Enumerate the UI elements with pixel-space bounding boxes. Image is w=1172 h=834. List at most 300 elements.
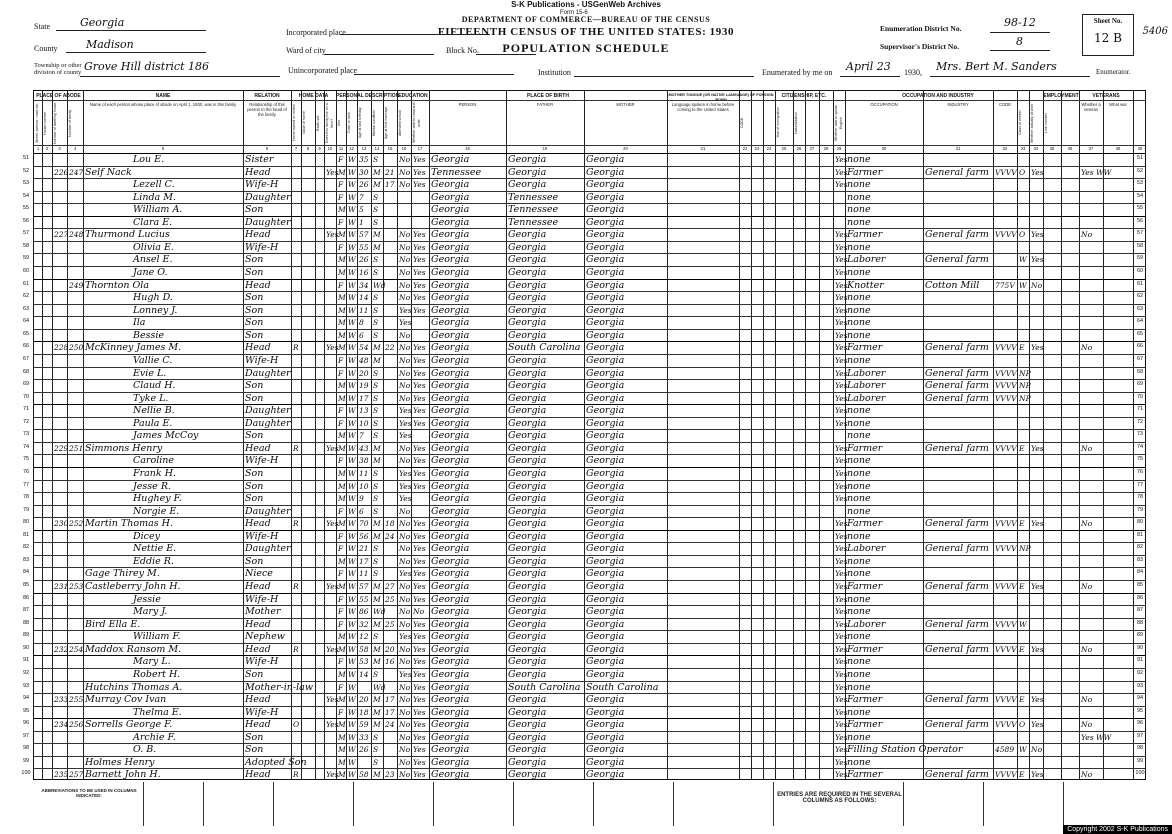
cell-mpob: Georgia [586, 631, 625, 643]
cell-ind: General farm [925, 581, 989, 593]
column-header: Attended school [398, 110, 402, 136]
column-rule [1029, 91, 1030, 779]
cell-mpob: Georgia [586, 756, 625, 768]
cell-sch: No [399, 619, 411, 629]
cell-rel: Head [245, 618, 271, 630]
column-rule [383, 91, 384, 779]
cell-work: Yes [1031, 255, 1044, 265]
cell-occ: Laborer [847, 254, 886, 266]
cell-vet: Yes WW [1081, 167, 1112, 177]
cell-code: VVVV [995, 519, 1017, 529]
cell-sex: F [338, 594, 344, 604]
cell-race: W [348, 305, 356, 315]
cell-rel: Wife-H [245, 455, 279, 467]
cell-fpob: Georgia [508, 480, 547, 492]
cell-work: Yes [1031, 230, 1044, 240]
cell-name: Nellie B. [133, 405, 175, 417]
cell-pob: Georgia [431, 618, 470, 630]
cell-name: Mary L. [133, 656, 171, 668]
column-number: 39 [1137, 146, 1143, 151]
cell-rel: Head [245, 581, 271, 593]
cell-rw: Yes [413, 544, 426, 554]
column-group-header: PLACE OF ABODE [36, 93, 81, 99]
line-number: 68 [22, 368, 30, 375]
cell-work: Yes [1031, 720, 1044, 730]
cell-eng: Yes [835, 669, 848, 679]
cell-dw: 233 [54, 695, 69, 705]
cell-sex: M [338, 381, 346, 391]
cell-fpob: Georgia [508, 455, 547, 467]
cell-sex: M [338, 494, 346, 504]
cell-fpob: Georgia [508, 606, 547, 618]
cell-rw: Yes [413, 443, 426, 453]
cell-fpob: Georgia [508, 668, 547, 680]
cell-name: Lonney J. [133, 304, 178, 316]
line-number-right: 64 [1136, 318, 1144, 325]
cell-name: Eddie R. [133, 555, 174, 567]
cell-pob: Georgia [431, 756, 470, 768]
cell-mar: S [373, 406, 379, 416]
cell-fpob: Georgia [508, 543, 547, 555]
entries-title: ENTRIES ARE REQUIRED IN THE SEVERAL COLUMNS AS FOLLOWS: [773, 782, 903, 826]
cell-occ: none [847, 241, 871, 253]
cell-farm: Yes [326, 720, 339, 730]
cell-pob: Georgia [431, 405, 470, 417]
cell-race: W [348, 770, 356, 780]
cell-rel: Head [245, 442, 271, 454]
cell-pob: Georgia [431, 354, 470, 366]
cell-code: VVVV [995, 770, 1017, 780]
cell-name: Dicey [133, 530, 160, 542]
cell-pob: Georgia [431, 442, 470, 454]
cell-name: Bird Ella E. [85, 618, 141, 630]
abbreviations-title: ABBREVIATIONS TO BE USED IN COLUMNS INDICATED: [41, 788, 137, 798]
cell-sex: M [338, 268, 346, 278]
column-number: 25 [781, 146, 787, 151]
column-header: FATHER [536, 102, 554, 107]
line-number: 69 [22, 381, 30, 388]
cell-sex: F [338, 456, 344, 466]
cell-cls: NP [1019, 393, 1031, 403]
cell-age: 58 [359, 644, 369, 654]
cell-rel: Son [245, 493, 264, 505]
cell-occ: none [847, 593, 871, 605]
cell-rel: Head [245, 166, 271, 178]
cell-work: No [1031, 745, 1043, 755]
cell-occ: none [847, 656, 871, 668]
cell-fpob: Georgia [508, 744, 547, 756]
column-header: Marital condition [372, 109, 376, 137]
cell-fpob: Georgia [508, 329, 547, 341]
cell-occ: none [847, 668, 871, 680]
column-rule [584, 91, 585, 779]
column-header: Age at last birthday [358, 107, 362, 139]
unincorporated-line [354, 62, 514, 75]
cell-sex: M [338, 293, 346, 303]
line-number: 79 [22, 506, 30, 513]
cell-pob: Tennessee [431, 166, 482, 178]
cell-afm: 17 [385, 180, 395, 190]
cell-race: W [348, 368, 356, 378]
cell-work: Yes [1031, 582, 1044, 592]
cell-sex: M [338, 393, 346, 403]
sheet-label: Sheet No. [1093, 17, 1123, 25]
cell-race: W [348, 456, 356, 466]
column-number: 10 [327, 146, 333, 151]
cell-fpob: Georgia [508, 656, 547, 668]
cell-fpob: Georgia [508, 719, 547, 731]
cell-race: W [348, 619, 356, 629]
cell-cls: E [1019, 695, 1025, 705]
cell-mpob: Georgia [586, 656, 625, 668]
column-rule [923, 91, 924, 779]
cell-sex: F [338, 242, 344, 252]
cell-fpob: Georgia [508, 493, 547, 505]
cell-eng: Yes [835, 770, 848, 780]
cell-sch: No [399, 355, 411, 365]
cell-home: R [293, 443, 299, 453]
cell-sex: M [338, 205, 346, 215]
cell-mpob: Georgia [586, 380, 625, 392]
footer-col-1 [143, 782, 203, 826]
line-number: 59 [22, 255, 30, 262]
column-rule [301, 91, 302, 779]
cell-sex: F [338, 682, 344, 692]
cell-name: Nettie E. [133, 543, 177, 555]
cell-mar: M [373, 242, 381, 252]
cell-occ: none [847, 405, 871, 417]
cell-code: VVVV [995, 720, 1017, 730]
cell-code: VVVV [995, 644, 1017, 654]
line-number-right: 78 [1136, 494, 1144, 501]
cell-name: Thurmond Lucius [85, 229, 170, 241]
cell-eng: Yes [835, 720, 848, 730]
cell-rw: Yes [413, 569, 426, 579]
cell-mpob: Georgia [586, 493, 625, 505]
line-number-right: 66 [1136, 343, 1144, 350]
cell-ind: General farm [925, 342, 989, 354]
cell-sex: F [338, 418, 344, 428]
cell-fpob: Georgia [508, 581, 547, 593]
cell-occ: none [847, 267, 871, 279]
cell-eng: Yes [835, 381, 848, 391]
cell-age: 7 [359, 192, 364, 202]
line-number-right: 95 [1136, 707, 1144, 714]
cell-code: 775V [995, 280, 1015, 290]
cell-age: 6 [359, 506, 364, 516]
column-group-header: CITIZENSHIP, ETC. [781, 93, 827, 99]
cell-pob: Georgia [431, 581, 470, 593]
cell-race: W [348, 657, 356, 667]
line-number-right: 83 [1136, 556, 1144, 563]
cell-pob: Georgia [431, 430, 470, 442]
line-number-right: 91 [1136, 657, 1144, 664]
cell-sch: No [399, 180, 411, 190]
cell-code: VVVV [995, 443, 1017, 453]
cell-mpob: Georgia [586, 367, 625, 379]
cell-sch: No [399, 280, 411, 290]
cell-race: W [348, 707, 356, 717]
cell-age: 10 [359, 418, 369, 428]
cell-age: 1 [359, 217, 364, 227]
cell-rel: Son [245, 392, 264, 404]
cell-code: VVVV [995, 393, 1017, 403]
cell-name: Jessie [133, 593, 161, 605]
column-rule [397, 91, 398, 779]
cell-fpob: Tennessee [508, 191, 559, 203]
cell-mar: S [373, 569, 379, 579]
ward-label: Ward of city [286, 46, 326, 55]
column-number: 27 [809, 146, 815, 151]
line-number: 77 [22, 481, 30, 488]
cell-mpob: Georgia [586, 480, 625, 492]
cell-sex: F [338, 544, 344, 554]
cell-eng: Yes [835, 544, 848, 554]
cell-occ: none [847, 555, 871, 567]
cell-sex: M [338, 431, 346, 441]
cell-afm: 27 [385, 582, 395, 592]
column-number: 1 [36, 146, 40, 151]
cell-occ: none [847, 292, 871, 304]
cell-pob: Georgia [431, 593, 470, 605]
line-number-right: 87 [1136, 607, 1144, 614]
cell-cls: W [1019, 745, 1027, 755]
cell-fpob: Georgia [508, 568, 547, 580]
cell-fpob: Georgia [508, 417, 547, 429]
cell-occ: none [847, 731, 871, 743]
cell-race: W [348, 155, 356, 164]
cell-race: W [348, 469, 356, 478]
cell-rw: Yes [413, 556, 426, 566]
block-label: Block No. [446, 46, 479, 55]
cell-rw: Yes [413, 531, 426, 541]
cell-fpob: Georgia [508, 241, 547, 253]
cell-sex: F [338, 506, 344, 516]
cell-fpob: Georgia [508, 267, 547, 279]
column-group-header: OCCUPATION AND INDUSTRY [902, 93, 974, 99]
cell-name: Paula E. [133, 417, 173, 429]
cell-sch: No [399, 506, 411, 516]
column-group-header: PERSONAL DESCRIPTION [336, 93, 400, 99]
cell-race: W [348, 481, 356, 491]
cell-occ: Laborer [847, 618, 886, 630]
cell-mar: M [373, 594, 381, 604]
cell-race: W [348, 695, 356, 705]
cell-name: Claud H. [133, 380, 176, 392]
cell-race: W [348, 682, 356, 692]
cell-occ: none [847, 468, 871, 479]
cell-sex: M [338, 167, 346, 177]
column-header: Class of worker [1018, 110, 1022, 136]
cell-race: W [348, 506, 356, 516]
cell-fpob: Tennessee [508, 216, 559, 228]
cell-race: W [348, 355, 356, 365]
cell-name: O. B. [133, 744, 157, 756]
cell-pob: Georgia [431, 769, 470, 781]
cell-dw: 228 [54, 343, 69, 353]
cell-cls: O [1019, 230, 1026, 240]
column-rule [1103, 91, 1104, 779]
enumerated-label: Enumerated by me on [762, 68, 833, 77]
cell-sch: No [399, 757, 411, 767]
column-header: Language spoken in home before coming to the United States [671, 102, 735, 112]
cell-mpob: Georgia [586, 581, 625, 593]
cell-rw: Yes [413, 469, 426, 478]
cell-mar: S [373, 293, 379, 303]
cell-occ: none [847, 530, 871, 542]
line-number-right: 100 [1135, 770, 1145, 777]
cell-mar: M [373, 707, 381, 717]
cell-ind: General farm [925, 166, 989, 178]
column-rule [243, 91, 244, 779]
cell-rel: Son [245, 480, 264, 492]
cell-mar: M [373, 657, 381, 667]
cell-fpob: South Carolina [508, 681, 581, 693]
ward-line [324, 42, 434, 55]
cell-sex: F [338, 368, 344, 378]
cell-sch: No [399, 707, 411, 717]
cell-eng: Yes [835, 682, 848, 692]
cell-age: 38 [359, 456, 369, 466]
cell-age: 55 [359, 242, 369, 252]
cell-mar: S [373, 469, 379, 478]
cell-sex: F [338, 619, 344, 629]
cell-rw: Yes [413, 393, 426, 403]
column-number: 2 [45, 146, 49, 151]
column-number: 35 [1049, 146, 1055, 151]
cell-sex: F [338, 280, 344, 290]
cell-fam: 255 [69, 695, 84, 705]
cell-mpob: Georgia [586, 191, 625, 203]
cell-age: 6 [359, 330, 364, 340]
cell-race: W [348, 180, 356, 190]
line-number: 54 [22, 192, 30, 199]
cell-sex: M [338, 644, 346, 654]
cell-mar: S [373, 205, 379, 215]
cell-mpob: Georgia [586, 555, 625, 567]
cell-mar: M [373, 343, 381, 353]
column-rule [506, 91, 507, 779]
cell-occ: Farmer [847, 694, 883, 706]
cell-sex: M [338, 770, 346, 780]
line-number-right: 55 [1136, 205, 1144, 212]
cell-mpob: Georgia [586, 744, 625, 756]
cell-sch: Yes [399, 305, 412, 315]
line-number-right: 65 [1136, 330, 1144, 337]
cell-mar: S [373, 544, 379, 554]
cell-eng: Yes [835, 368, 848, 378]
line-number: 96 [22, 720, 30, 727]
cell-sex: F [338, 707, 344, 717]
cell-rel: Daughter [245, 216, 291, 228]
cell-pob: Georgia [431, 317, 470, 329]
cell-race: W [348, 418, 356, 428]
cell-rel: Head [245, 342, 271, 354]
line-number-right: 99 [1136, 757, 1144, 764]
cell-pob: Georgia [431, 631, 470, 643]
column-header: Age at first marriage [384, 106, 388, 140]
cell-rw: Yes [413, 644, 426, 654]
line-number-right: 74 [1136, 443, 1144, 450]
cell-sex: M [338, 330, 346, 340]
cell-mpob: Georgia [586, 204, 625, 216]
cell-rel: Daughter [245, 367, 291, 379]
cell-occ: none [847, 455, 871, 467]
line-number: 55 [22, 205, 30, 212]
cell-sex: M [338, 582, 346, 592]
cell-fpob: Georgia [508, 317, 547, 329]
line-number: 56 [22, 217, 30, 224]
cell-occ: none [847, 430, 871, 442]
line-number: 75 [22, 456, 30, 463]
cell-race: W [348, 192, 356, 202]
column-number: 14 [374, 146, 380, 151]
cell-occ: Laborer [847, 380, 886, 392]
column-rule [52, 91, 53, 779]
cell-fpob: Georgia [508, 769, 547, 781]
cell-afm: 22 [385, 343, 395, 353]
cell-race: W [348, 431, 356, 441]
cell-code: VVVV [995, 230, 1017, 240]
line-number-right: 76 [1136, 469, 1144, 475]
line-number-right: 56 [1136, 217, 1144, 224]
cell-mar: M [373, 720, 381, 730]
line-number-right: 75 [1136, 456, 1144, 463]
cell-age: 58 [359, 770, 369, 780]
line-number: 66 [22, 343, 30, 350]
cell-sch: No [399, 531, 411, 541]
cell-fpob: Georgia [508, 179, 547, 191]
cell-eng: Yes [835, 393, 848, 403]
cell-occ: none [847, 204, 871, 216]
cell-pob: Georgia [431, 555, 470, 567]
cell-age: 35 [359, 155, 369, 164]
cell-mar: S [373, 506, 379, 516]
line-number: 73 [22, 431, 30, 438]
cell-sch: No [399, 230, 411, 240]
cell-rw: Yes [413, 355, 426, 365]
cell-mpob: Georgia [586, 593, 625, 605]
cell-sch: No [399, 770, 411, 780]
cell-rel: Head [245, 769, 271, 781]
cell-rel: Wife-H [245, 241, 279, 253]
cell-sch: Yes [399, 318, 412, 328]
cell-fpob: Georgia [508, 304, 547, 316]
cell-rw: Yes [413, 757, 426, 767]
cell-race: W [348, 669, 356, 679]
cell-occ: Farmer [847, 342, 883, 354]
cell-rel: Son [245, 668, 264, 680]
column-number: 9 [318, 146, 321, 151]
cell-pob: Georgia [431, 329, 470, 341]
cell-age: 8 [359, 318, 364, 328]
cell-dw: 227 [54, 230, 69, 240]
line-number-right: 69 [1136, 381, 1144, 388]
cell-name: William A. [133, 204, 183, 216]
cell-occ: Laborer [847, 543, 886, 555]
column-group-header: PLACE OF BIRTH [527, 93, 569, 99]
line-number-right: 63 [1136, 305, 1144, 312]
cell-sex: M [338, 481, 346, 491]
column-number: 31 [955, 146, 961, 151]
cell-sch: No [399, 393, 411, 403]
cell-mpob: Georgia [586, 442, 625, 454]
cell-age: 34 [359, 280, 369, 290]
cell-race: W [348, 406, 356, 416]
cell-occ: Laborer [847, 392, 886, 404]
cell-age: 9 [359, 494, 364, 504]
cell-sex: M [338, 255, 346, 265]
